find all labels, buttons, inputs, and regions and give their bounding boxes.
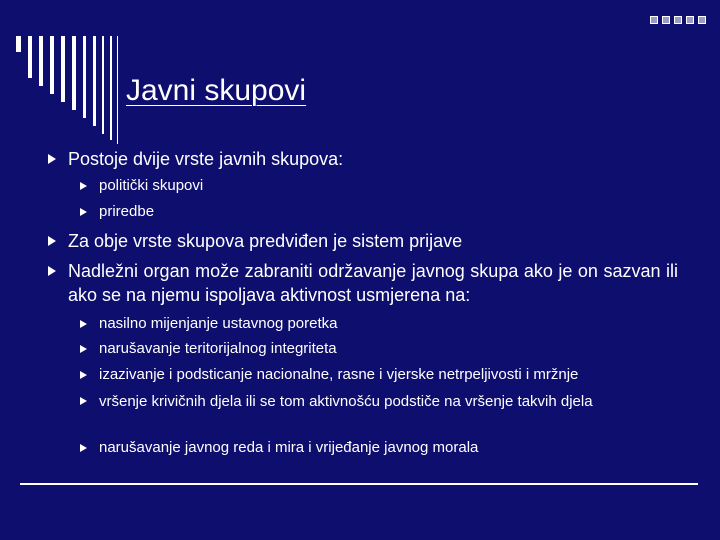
divider-line (20, 483, 698, 485)
arrow-bullet-icon (80, 371, 87, 379)
bar-decoration (110, 36, 112, 140)
bar-decoration (102, 36, 104, 134)
square-decoration (686, 16, 694, 24)
bar-decoration (61, 36, 65, 102)
bar-decoration (93, 36, 96, 126)
arrow-bullet-icon (80, 182, 87, 190)
arrow-bullet-icon (80, 208, 87, 216)
bar-decoration (72, 36, 76, 110)
bullet-text: Postoje dvije vrste javnih skupova: (68, 149, 344, 169)
sub-bullet-text: narušavanje teritorijalnog integriteta (99, 340, 337, 357)
bar-decoration (83, 36, 86, 118)
sub-bullet-text: nasilno mijenjanje ustavnog poretka (99, 315, 338, 332)
square-decoration (674, 16, 682, 24)
arrow-bullet-icon (80, 320, 87, 328)
arrow-bullet-icon (80, 397, 87, 405)
sub-bullet-text: priredbe (99, 203, 155, 220)
bar-decoration (50, 36, 54, 94)
arrow-bullet-icon (80, 345, 87, 353)
squares-decoration (650, 16, 710, 26)
vertical-bars-decoration (16, 36, 126, 144)
bullet-text: Za obje vrste skupova predviđen je sistem prijave (68, 231, 463, 251)
sub-bullet-text: narušavanje javnog reda i mira i vrijeđanje javnog morala (99, 439, 479, 456)
square-decoration (662, 16, 670, 24)
arrow-bullet-icon (48, 266, 56, 276)
slide-title: Javni skupovi (126, 74, 307, 107)
bar-decoration (16, 36, 21, 52)
bar-decoration (117, 36, 118, 144)
sub-bullet-item (80, 392, 676, 411)
square-decoration (650, 16, 658, 24)
arrow-bullet-icon (80, 444, 87, 452)
square-decoration (698, 16, 706, 24)
bullet-text: Nadležni organ može zabraniti održavanje javnog skupa ako je on sazvan ili ako se na njemu ispoljava aktivnost usmjerena na: (68, 261, 678, 305)
sub-bullet-text: vršenje krivičnih djela ili se tom aktivnošću podstiče na vršenje takvih djela (99, 393, 593, 410)
sub-bullet-text: politički skupovi (99, 177, 204, 194)
arrow-bullet-icon (48, 236, 56, 246)
arrow-bullet-icon (48, 154, 56, 164)
sub-bullet-text: izazivanje i podsticanje nacionalne, rasne i vjerske netrpeljivosti i mržnje (99, 366, 579, 383)
bar-decoration (28, 36, 32, 78)
bar-decoration (39, 36, 43, 86)
bullet-item (48, 259, 678, 307)
